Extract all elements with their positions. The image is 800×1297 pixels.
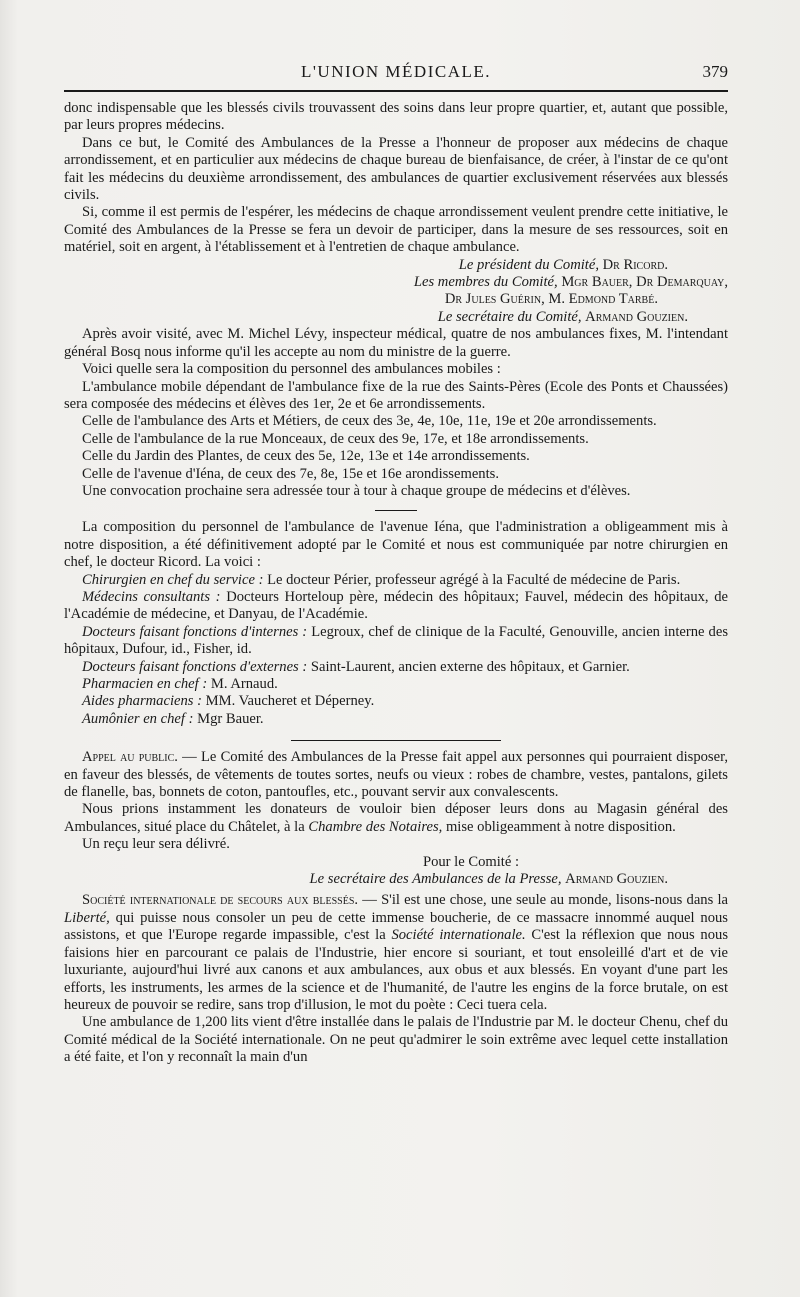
paragraph-text: Nous prions instamment les donateurs de vouloir bien déposer leurs dons au Magasin général des Ambulances, situé place du Châtelet, à la: [64, 801, 728, 835]
signature-role: Le secrétaire du Comité,: [437, 308, 582, 325]
emphasis: Liberté,: [64, 909, 110, 926]
signature-name: Dr Ricord.: [602, 256, 668, 273]
signature-role: Le président du Comité,: [458, 256, 599, 273]
signature-president: [64, 257, 728, 274]
page-header: [64, 58, 728, 88]
staff-role: Médecins consultants :: [82, 588, 221, 605]
paragraph: Celle de l'ambulance de la rue Monceaux, de ceux des 9e, 17e, et 18e arrondissements.: [82, 430, 589, 447]
staff-role: Aumônier en chef :: [82, 710, 194, 727]
paragraph: Une convocation prochaine sera adressée tour à tour à chaque groupe de médecins et d'élèves.: [82, 482, 631, 499]
paragraph: La composition du personnel de l'ambulance de l'avenue Iéna, que l'administration a obligeamment mis à notre disposition, a été définitivement adopté par le Comité et nous est communiquée par notre chirurgien en chef, le docteur Ricord. La voici :: [64, 519, 728, 571]
article-body: [64, 100, 728, 1067]
paragraph-societe: [64, 892, 728, 1014]
staff-entry: [64, 624, 728, 659]
paragraph: L'ambulance mobile dépendant de l'ambulance fixe de la rue des Saints-Pères (Ecole des Ponts et Chaussées) sera composée des médecins et élèves des 1er, 2e et 6e arrondissements.: [64, 378, 728, 412]
running-title: L'UNION MÉDICALE.: [300, 62, 492, 81]
section-divider: [291, 740, 501, 741]
page-number: 379: [702, 62, 728, 81]
paragraph: Une ambulance de 1,200 lits vient d'être installée dans le palais de l'Industrie par M. le docteur Chenu, chef du Comité médical de la Société internationale. On ne peut qu'admirer le soin extrême avec lequel cette installation a été faite, et l'on y reconnaît la main d'un: [64, 1014, 728, 1066]
signature-secretary: [64, 309, 728, 326]
staff-text: Legroux, chef de clinique de la Faculté, Genouville, ancien interne des hôpitaux, Dufour, id., Fisher, id.: [64, 623, 729, 658]
section-divider: [375, 510, 417, 511]
staff-role: Docteurs faisant fonctions d'internes :: [82, 623, 308, 640]
staff-entry: [64, 572, 728, 589]
staff-entry: [64, 693, 728, 710]
paragraph-text: — S'il est une chose, une seule au monde, lisons-nous dans la: [362, 892, 728, 909]
signature-name: Armand Gouzien.: [585, 308, 688, 325]
staff-list: [64, 572, 728, 729]
paragraph-text: C'est la réflexion que nous nous faisions hier en parcourant ce palais de l'Industrie, hier encore si souriant, et tout ensoleillé d'art et de vie luxuriante, aujourd'hui livré aux canons et aux ambulances, aux obus et aux blessés. En voyant d'une part les efforts, les instruments, les armes de la science et de l'humanité, de l'autre les engins de la force brutale, on est heureux de pouvoir se redire, sans trop d'illusion, le mot du poète : Ceci tuera cela.: [64, 927, 728, 1013]
signature-name: Armand Gouzien.: [565, 871, 668, 888]
staff-role: Pharmacien en chef :: [82, 676, 208, 692]
paragraph: Si, comme il est permis de l'espérer, les médecins de chaque arrondissement veulent prendre cette initiative, le Comité des Ambulances de la Presse se fera un devoir de participer, dans la mesure de ses ressources, soit en matériel, soit en argent, à l'établissement et à l'entretien de chaque ambulance.: [64, 204, 728, 256]
signature-members-cont: [64, 291, 728, 308]
staff-entry: [64, 659, 728, 676]
signature-name: Mgr Bauer, Dr Demarquay,: [561, 274, 728, 291]
staff-entry: [64, 676, 728, 693]
staff-text: Mgr Bauer.: [197, 710, 264, 727]
emphasis: Société internationale.: [391, 927, 526, 944]
staff-entry: [64, 711, 728, 728]
signature-name: Dr Jules Guérin, M. Edmond Tarbé.: [444, 291, 658, 308]
paragraph: donc indispensable que les blessés civils trouvassent des soins dans leur propre quartier, et, autant que possible, par leurs propres médecins.: [64, 100, 728, 134]
paragraph-text: qui puisse nous consoler un peu de cette immense boucherie, de ce massacre innommé auquel nous assistons, et que l'Europe regarde impassible, c'est la: [64, 909, 728, 944]
paragraph-text: mise obligeamment à notre disposition.: [442, 818, 676, 835]
staff-text: Le docteur Périer, professeur agrégé à la Faculté de médecine de Paris.: [267, 571, 681, 588]
staff-text: Saint-Laurent, ancien externe des hôpitaux, et Garnier.: [310, 658, 630, 675]
signature-for-committee: Pour le Comité :: [422, 853, 520, 870]
section-heading: Appel au public.: [82, 749, 178, 766]
paragraph: Celle du Jardin des Plantes, de ceux des 5e, 12e, 13e et 14e arrondissements.: [82, 448, 530, 465]
paragraph: Après avoir visité, avec M. Michel Lévy, inspecteur médical, quatre de nos ambulances fixes, M. l'intendant général Bosq nous informe qu'il les accepte au nom du ministre de la guerre.: [64, 326, 728, 360]
signature-role: Le secrétaire des Ambulances de la Presse,: [309, 871, 562, 888]
paragraph: Celle de l'avenue d'Iéna, de ceux des 7e, 8e, 15e et 16e arondissements.: [82, 465, 499, 482]
staff-role: Chirurgien en chef du service :: [82, 571, 264, 588]
staff-role: Aides pharmaciens :: [82, 693, 202, 710]
staff-text: MM. Vaucheret et Déperney.: [205, 693, 375, 710]
emphasis: Chambre des Notaires,: [308, 818, 443, 835]
paragraph: [64, 801, 728, 836]
paragraph: Dans ce but, le Comité des Ambulances de la Presse a l'honneur de proposer aux médecins de chaque arrondissement, et en particulier aux médecins de chaque bureau de bienfaisance, de créer, à l'instar de ce qu'ont fait les médecins du deuxième arrondissement, des ambulances de quartier exclusivement réservées aux blessés civils.: [64, 134, 728, 204]
signature-secretary-ambulances: [64, 871, 728, 888]
staff-text: M. Arnaud.: [210, 676, 278, 692]
staff-role: Docteurs faisant fonctions d'externes :: [82, 658, 308, 675]
paragraph: Celle de l'ambulance des Arts et Métiers, de ceux des 3e, 4e, 10e, 11e, 19e et 20e arrondissements.: [82, 413, 657, 430]
signature-members: [64, 274, 728, 291]
paragraph: Un reçu leur sera délivré.: [82, 836, 230, 853]
header-rule: [64, 90, 728, 92]
paragraph: Voici quelle sera la composition du personnel des ambulances mobiles :: [82, 361, 501, 378]
paragraph-appel: [64, 749, 728, 801]
staff-text: Docteurs Horteloup père, médecin des hôpitaux; Fauvel, médecin des hôpitaux, de l'Académie de médecine, et Danyau, de l'Académie.: [64, 588, 729, 623]
staff-entry: [64, 589, 728, 624]
section-heading: Société internationale de secours aux blessés.: [82, 892, 359, 909]
paragraph-text: — Le Comité des Ambulances de la Presse fait appel aux personnes qui pourraient disposer, en faveur des blessés, de vêtements de toutes sortes, neufs ou vieux : robes de chambre, vestes, pantalons, gilets de flanelle, bas, bonnets de coton, pantoufles, etc., pouvant servir aux convalescents.: [64, 749, 728, 801]
signature-role: Les membres du Comité,: [413, 274, 558, 291]
